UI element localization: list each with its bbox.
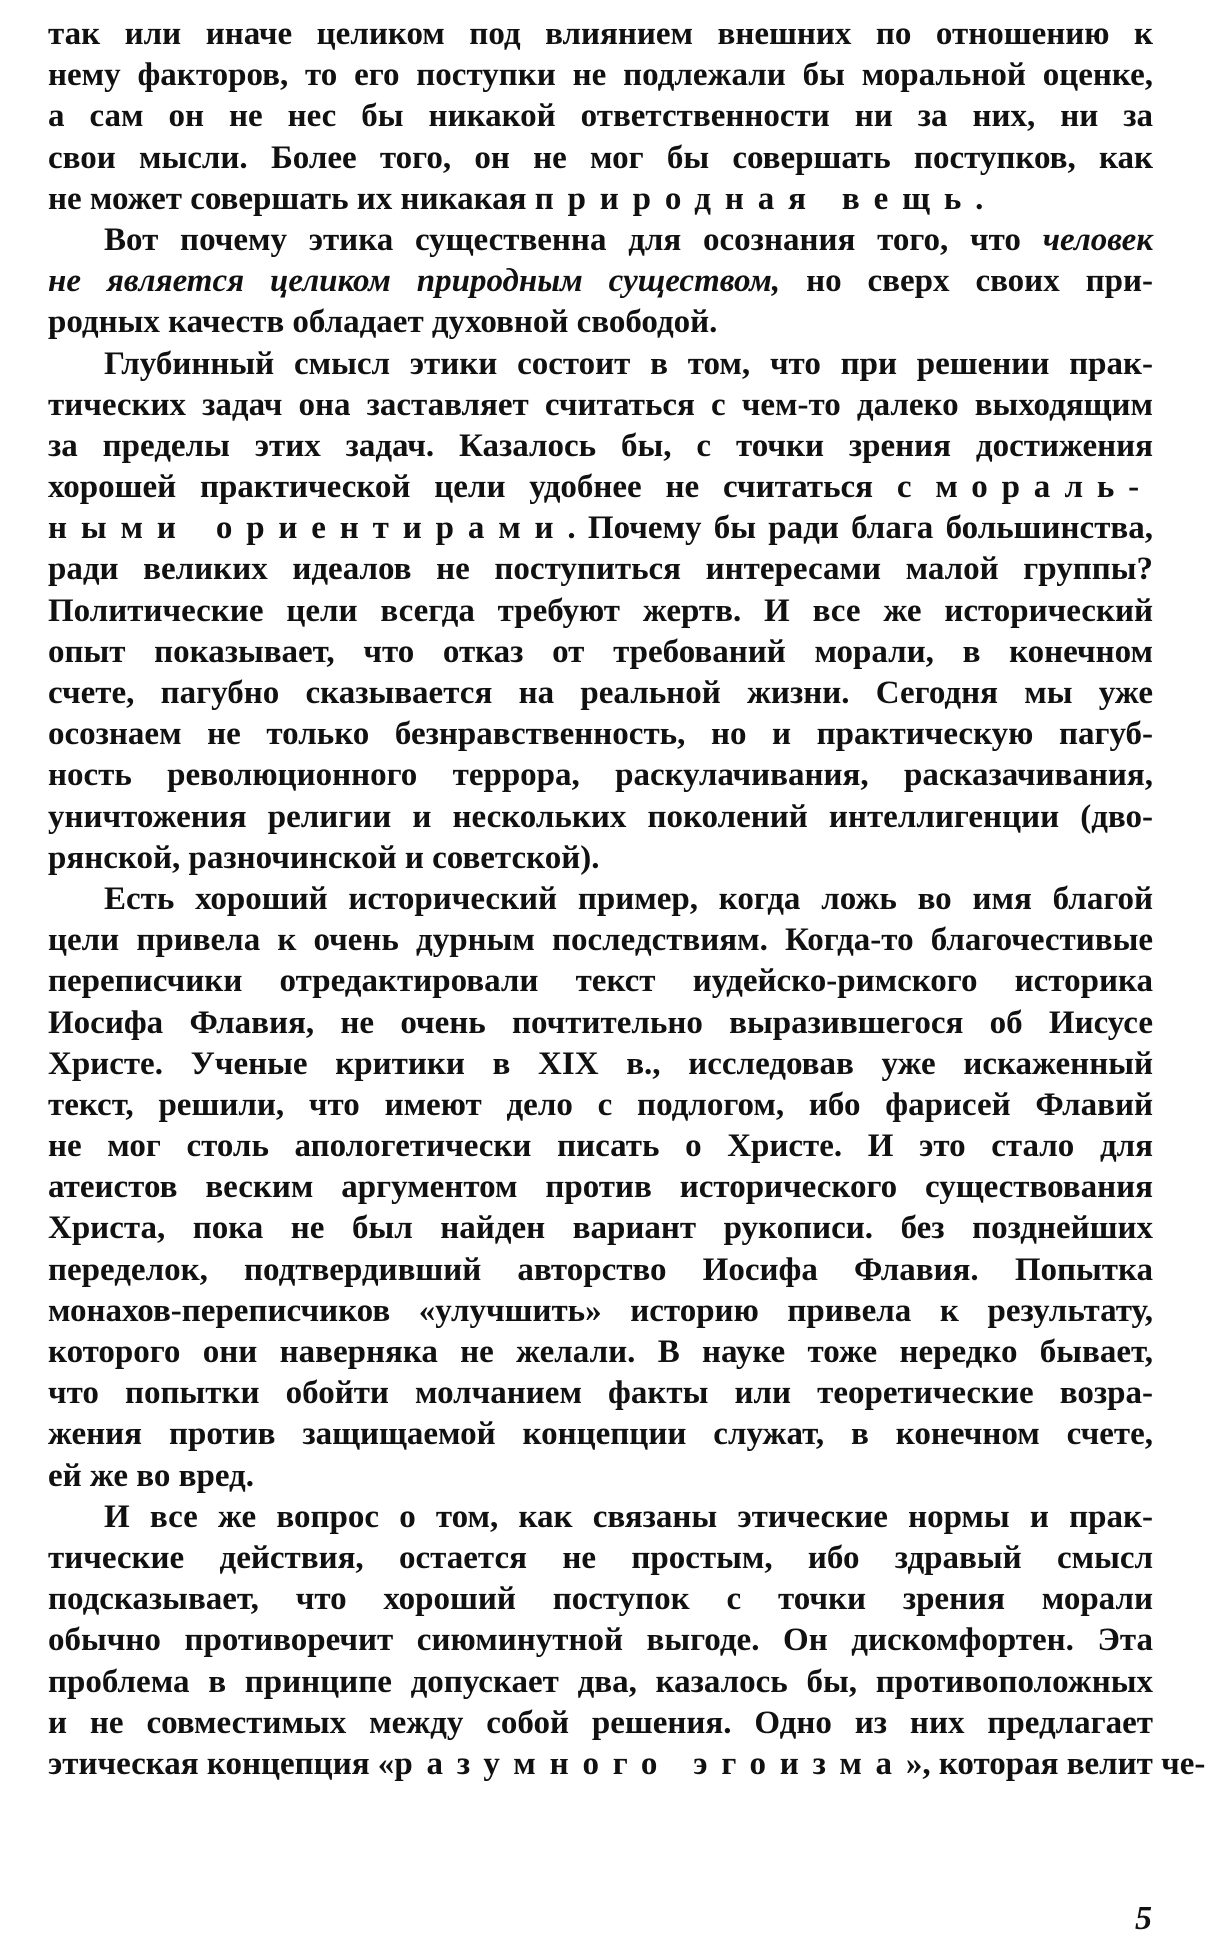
spaced-text: мораль- [935,469,1153,506]
text-segment: », которая велит че- [905,1745,1205,1782]
text-segment: ей же во вред. [48,1457,254,1494]
text-line [48,261,1153,302]
text-segment: жения против защищаемой концепции служат, в конечном счете, [48,1416,1153,1453]
text-segment: Иосифа Флавия, не очень почтительно выразившегося об Иисусе [48,1004,1153,1041]
paragraph [48,344,1153,879]
text-segment: Есть хороший исторический пример, когда ложь во имя благой [104,880,1153,917]
text-segment: . Почему бы ради блага большинства, [567,510,1153,547]
text-line [48,1579,1153,1620]
italic-text: человек [1042,221,1153,258]
text-line [48,1456,1153,1497]
italic-text: не является целиком природным существом, [48,263,781,300]
text-segment: тических задач она заставляет считаться с чем-то далеко выходящим [48,386,1153,423]
page-number: 5 [1135,1900,1152,1937]
text-line [48,302,1153,343]
text-line [48,714,1153,755]
text-segment: но сверх своих при- [780,263,1153,300]
text-line [48,838,1153,879]
paragraph [48,1497,1205,1785]
text-line [48,1003,1153,1044]
text-segment: рянской, разночинской и советской). [48,839,600,876]
text-segment: которого они наверняка не желали. В науке тоже нередко бывает, [48,1334,1153,1370]
text-line [48,1620,1153,1661]
text-segment: Политические цели всегда требуют жертв. И все же исторический [48,592,1153,629]
text-segment: уничтожения религии и нескольких поколений интеллигенции (дво- [48,798,1153,835]
paragraph [48,879,1153,1497]
text-segment: ради великих идеалов не поступиться интересами малой группы? [48,551,1153,588]
text-segment: Христа, пока не был найден вариант рукописи. без позднейших [48,1210,1153,1247]
text-line [48,426,1153,467]
text-segment: так или иначе целиком под влиянием внешних по отношению к [48,16,1153,52]
text-segment: переписчики отредактировали текст иудейско-римского историка [48,963,1153,1000]
text-segment: а сам он не нес бы никакой ответственности ни за них, ни за [48,98,1153,135]
text-line [48,591,1153,632]
text-line [48,1085,1153,1126]
text-line [48,1167,1153,1208]
text-segment: родных качеств обладает духовной свободой. [48,304,718,341]
text-line [48,467,1153,508]
text-line [48,879,1153,920]
text-line [48,797,1153,838]
text-line [48,1044,1153,1085]
text-line [48,1373,1153,1414]
spaced-text: природная вещь [534,180,976,217]
text-segment: атеистов веским аргументом против исторического существования [48,1169,1153,1206]
text-line [48,1538,1153,1579]
text-line [48,1703,1153,1744]
text-line [48,55,1153,96]
text-segment: Христе. Ученые критики в XIX в., исследовав уже искаженный [48,1045,1153,1082]
text-segment: текст, решили, что имеют дело с подлогом, ибо фарисей Флавий [48,1086,1153,1123]
text-line [48,755,1153,796]
text-segment: проблема в принципе допускает два, казалось бы, противоположных [48,1663,1153,1700]
text-line [48,96,1153,137]
text-segment: осознаем не только безнравственность, но и практическую пагуб- [48,716,1153,753]
text-line [48,14,1153,55]
text-segment: что попытки обойти молчанием факты или теоретические возра- [48,1375,1153,1412]
text-segment: ность революционного террора, раскулачивания, расказачивания, [48,757,1153,794]
document-page [48,14,1205,1785]
text-line [48,1662,1153,1703]
text-line [48,961,1153,1002]
text-line [48,179,1153,220]
text-line [48,138,1153,179]
text-segment: не мог столь апологетически писать о Христе. И это стало для [48,1128,1153,1165]
text-line [48,508,1153,549]
text-segment: за пределы этих задач. Казалось бы, с точки зрения достижения [48,427,1153,464]
text-line [48,220,1153,261]
text-line [48,1126,1153,1167]
text-segment: хорошей практической цели удобнее не считаться с [48,469,936,506]
text-line [48,1497,1153,1538]
spaced-text: разумного эгоизма [394,1745,906,1782]
text-segment: . [975,180,984,217]
text-segment: монахов-переписчиков «улучшить» историю привела к результату, [48,1292,1153,1329]
text-line [48,549,1153,590]
text-segment: тические действия, остается не простым, ибо здравый смысл [48,1539,1153,1576]
text-segment: счете, пагубно сказывается на реальной жизни. Сегодня мы уже [48,675,1153,711]
text-line [48,920,1153,961]
text-segment: не может совершать их никакая [48,180,535,217]
text-line [48,344,1153,385]
text-segment: и не совместимых между собой решения. Одно из них предлагает [48,1704,1153,1741]
text-line [48,1414,1153,1455]
spaced-text: ными ориентирами [48,510,568,547]
text-segment: этическая концепция « [48,1745,395,1782]
text-segment: нему факторов, то его поступки не подлежали бы моральной оценке, [48,57,1153,94]
text-segment: опыт показывает, что отказ от требований морали, в конечном [48,633,1153,670]
text-segment: обычно противоречит сиюминутной выгоде. Он дискомфортен. Эта [48,1622,1153,1659]
text-segment: переделок, подтвердивший авторство Иосифа Флавия. Попытка [48,1251,1153,1288]
text-line [48,1744,1205,1785]
text-segment: Глубинный смысл этики состоит в том, что при решении прак- [104,345,1153,382]
text-segment: свои мысли. Более того, он не мог бы совершать поступков, как [48,139,1153,176]
text-line [48,1291,1153,1332]
text-line [48,632,1153,673]
text-line [48,1208,1153,1249]
text-line [48,673,1153,714]
text-segment: подсказывает, что хороший поступок с точки зрения морали [48,1581,1153,1618]
text-line [48,1332,1153,1373]
text-line [48,1250,1153,1291]
text-segment: И все же вопрос о том, как связаны этические нормы и прак- [104,1498,1153,1535]
paragraph [48,14,1153,220]
text-segment: Вот почему этика существенна для осознания того, что [104,221,1043,258]
paragraph [48,220,1153,344]
text-line [48,385,1153,426]
text-segment: цели привела к очень дурным последствиям. Когда-то благочестивые [48,922,1153,959]
